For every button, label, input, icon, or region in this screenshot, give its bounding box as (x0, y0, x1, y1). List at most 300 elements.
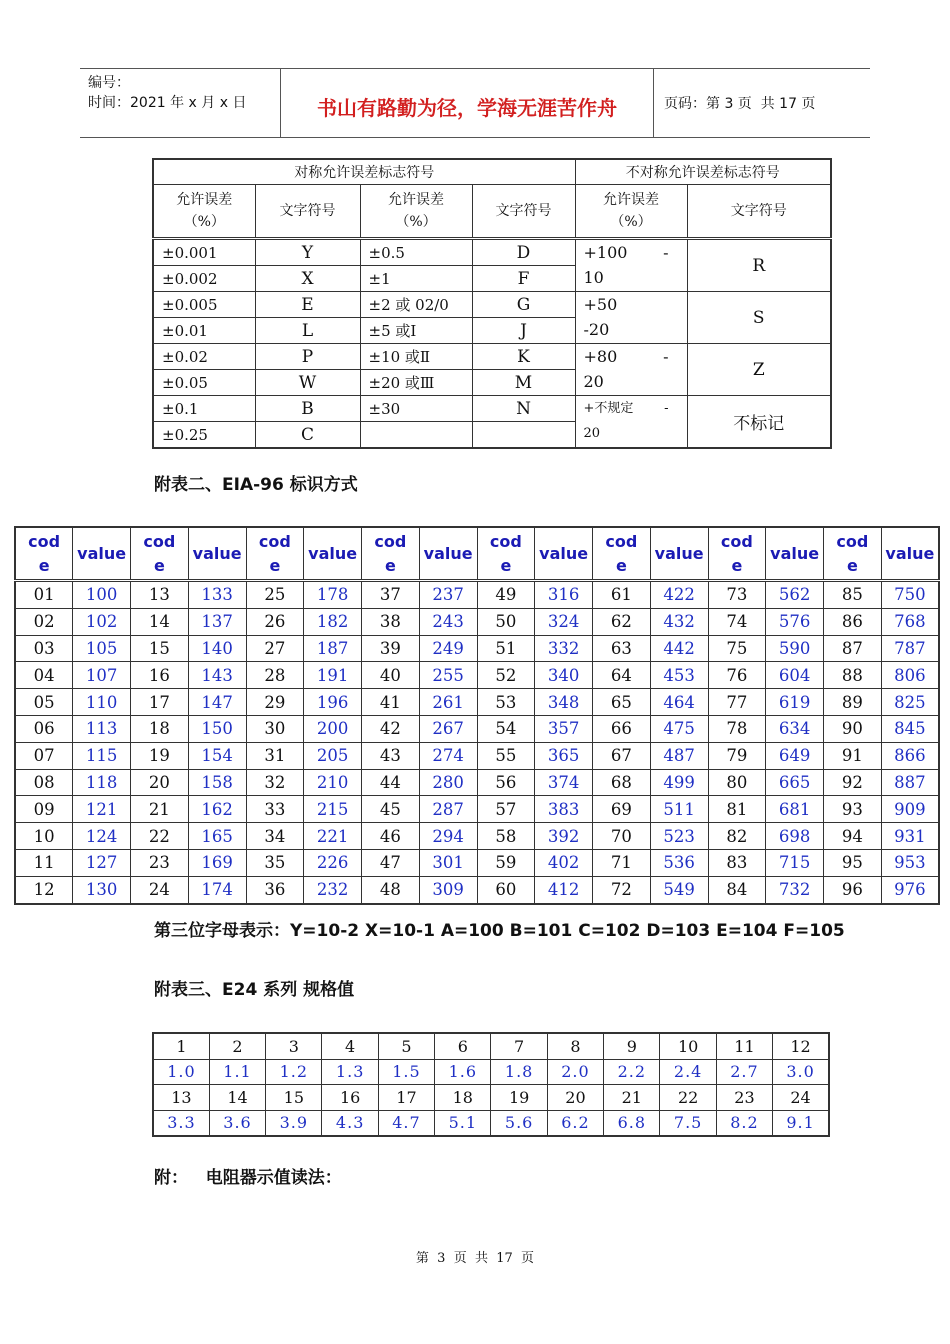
code-cell: 45 (362, 796, 420, 823)
code-cell: 60 (477, 876, 535, 903)
col-code: cod e (824, 527, 882, 581)
value-cell: 154 (188, 742, 246, 769)
e24-index-cell: 3 (266, 1033, 322, 1059)
code-cell: 04 (15, 662, 73, 689)
value-cell: 412 (535, 876, 593, 903)
value-cell: 576 (766, 608, 824, 635)
e24-index-cell: 10 (660, 1033, 716, 1059)
value-cell: 422 (650, 581, 708, 609)
table-row (15, 769, 939, 796)
value-cell: 182 (304, 608, 362, 635)
code-cell: 70 (593, 823, 651, 850)
asym-tolerance: +不规定 - 20 (575, 396, 687, 449)
code-cell: 07 (15, 742, 73, 769)
value-cell: 432 (650, 608, 708, 635)
heading-e24: 附表三、E24 系列 规格值 (154, 980, 355, 1000)
col-value: value (766, 527, 824, 581)
code-cell: 05 (15, 689, 73, 716)
header-motto: 书山有路勤为径，学海无涯苦作舟 (281, 69, 654, 137)
value-cell: 715 (766, 849, 824, 876)
e24-index-cell: 6 (435, 1033, 491, 1059)
code-cell: 24 (131, 876, 189, 903)
code-cell: 63 (593, 635, 651, 662)
code-cell: 86 (824, 608, 882, 635)
code-cell: 12 (15, 876, 73, 903)
col-code: cod e (246, 527, 304, 581)
value-cell: 133 (188, 581, 246, 609)
e24-value-cell: 1.8 (491, 1059, 547, 1085)
code-cell: 74 (708, 608, 766, 635)
code-cell: 38 (362, 608, 420, 635)
code-cell: 19 (131, 742, 189, 769)
code-cell: 03 (15, 635, 73, 662)
e24-value-cell: 1.1 (209, 1059, 265, 1085)
e24-value-cell: 5.1 (435, 1110, 491, 1136)
code-cell: 50 (477, 608, 535, 635)
col-code: cod e (362, 527, 420, 581)
table-row (15, 581, 939, 609)
e24-value-cell: 4.3 (322, 1110, 378, 1136)
table-row (15, 662, 939, 689)
table-row (15, 715, 939, 742)
code-cell: 25 (246, 581, 304, 609)
table-row: ±0.01 L ±5 或Ⅰ J (153, 318, 831, 344)
page-header (80, 68, 870, 138)
code-cell: 20 (131, 769, 189, 796)
table-row (15, 849, 939, 876)
code-cell: 93 (824, 796, 882, 823)
col-code: cod e (15, 527, 73, 581)
code-cell: 68 (593, 769, 651, 796)
table-row (15, 635, 939, 662)
value-cell: 196 (304, 689, 362, 716)
third-letter-note: 第三位字母表示：Y=10-2 X=10-1 A=100 B=101 C=102 D=103 E=104 F=105 (154, 921, 845, 941)
value-cell: 953 (881, 849, 939, 876)
e24-value-cell: 2.7 (716, 1059, 772, 1085)
code-cell: 54 (477, 715, 535, 742)
value-cell: 787 (881, 635, 939, 662)
table-row (15, 689, 939, 716)
table-row (15, 742, 939, 769)
value-cell: 267 (419, 715, 477, 742)
code-cell: 55 (477, 742, 535, 769)
code-cell: 79 (708, 742, 766, 769)
e24-value-cell: 1.2 (266, 1059, 322, 1085)
e24-value-cell: 8.2 (716, 1110, 772, 1136)
e24-index-cell: 9 (604, 1033, 660, 1059)
page-footer: 第 3 页 共 17 页 (415, 1251, 535, 1266)
value-cell: 147 (188, 689, 246, 716)
e24-index-cell: 1 (153, 1033, 209, 1059)
code-cell: 49 (477, 581, 535, 609)
col-value: value (304, 527, 362, 581)
e24-table (152, 1032, 830, 1137)
value-cell: 127 (73, 849, 131, 876)
value-cell: 536 (650, 849, 708, 876)
appendix-note: 附： 电阻器示值读法： (154, 1168, 342, 1188)
e24-value-cell: 2.4 (660, 1059, 716, 1085)
value-cell: 255 (419, 662, 477, 689)
value-cell: 162 (188, 796, 246, 823)
code-cell: 53 (477, 689, 535, 716)
code-cell: 26 (246, 608, 304, 635)
value-cell: 909 (881, 796, 939, 823)
code-cell: 89 (824, 689, 882, 716)
code-cell: 22 (131, 823, 189, 850)
value-cell: 187 (304, 635, 362, 662)
value-cell: 392 (535, 823, 593, 850)
code-cell: 65 (593, 689, 651, 716)
document-time: 时间：2021 年 x 月 x 日 (88, 95, 247, 111)
e24-index-cell: 24 (773, 1085, 829, 1111)
value-cell: 174 (188, 876, 246, 903)
col-code: 文字符号 (687, 185, 831, 239)
code-cell: 31 (246, 742, 304, 769)
value-cell: 348 (535, 689, 593, 716)
code-cell: 17 (131, 689, 189, 716)
value-cell: 487 (650, 742, 708, 769)
table-row (153, 1110, 829, 1136)
col-value: value (419, 527, 477, 581)
col-code: cod e (477, 527, 535, 581)
header-meta (80, 69, 281, 137)
e24-index-cell: 16 (322, 1085, 378, 1111)
heading-eia96: 附表二、EIA-96 标识方式 (154, 475, 358, 495)
e24-index-cell: 20 (547, 1085, 603, 1111)
value-cell: 768 (881, 608, 939, 635)
value-cell: 309 (419, 876, 477, 903)
value-cell: 140 (188, 635, 246, 662)
table-row: ±0.25 C (153, 422, 831, 449)
code-cell: 01 (15, 581, 73, 609)
code-cell: 51 (477, 635, 535, 662)
value-cell: 243 (419, 608, 477, 635)
value-cell: 453 (650, 662, 708, 689)
code-cell: 82 (708, 823, 766, 850)
value-cell: 604 (766, 662, 824, 689)
value-cell: 464 (650, 689, 708, 716)
code-cell: 47 (362, 849, 420, 876)
value-cell: 976 (881, 876, 939, 903)
e24-value-cell: 6.8 (604, 1110, 660, 1136)
e24-value-cell: 1.5 (378, 1059, 434, 1085)
value-cell: 866 (881, 742, 939, 769)
e24-value-cell: 7.5 (660, 1110, 716, 1136)
code-cell: 35 (246, 849, 304, 876)
e24-index-cell: 12 (773, 1033, 829, 1059)
value-cell: 102 (73, 608, 131, 635)
e24-index-cell: 5 (378, 1033, 434, 1059)
asym-tolerance: +50 -20 (575, 292, 687, 344)
value-cell: 301 (419, 849, 477, 876)
value-cell: 115 (73, 742, 131, 769)
value-cell: 402 (535, 849, 593, 876)
code-cell: 52 (477, 662, 535, 689)
header-page-info: 页码：第 3 页 共 17 页 (664, 96, 816, 112)
code-cell: 62 (593, 608, 651, 635)
value-cell: 205 (304, 742, 362, 769)
code-cell: 59 (477, 849, 535, 876)
code-cell: 96 (824, 876, 882, 903)
code-cell: 61 (593, 581, 651, 609)
code-cell: 94 (824, 823, 882, 850)
value-cell: 237 (419, 581, 477, 609)
asym-code: 不标记 (687, 396, 831, 449)
value-cell: 274 (419, 742, 477, 769)
value-cell: 316 (535, 581, 593, 609)
e24-index-cell: 8 (547, 1033, 603, 1059)
code-cell: 30 (246, 715, 304, 742)
value-cell: 124 (73, 823, 131, 850)
e24-index-cell: 19 (491, 1085, 547, 1111)
code-cell: 48 (362, 876, 420, 903)
value-cell: 649 (766, 742, 824, 769)
asym-tolerance: +100 - 10 (575, 239, 687, 292)
code-cell: 57 (477, 796, 535, 823)
table-row (15, 796, 939, 823)
code-cell: 42 (362, 715, 420, 742)
e24-value-cell: 6.2 (547, 1110, 603, 1136)
code-cell: 75 (708, 635, 766, 662)
value-cell: 169 (188, 849, 246, 876)
value-cell: 324 (535, 608, 593, 635)
value-cell: 200 (304, 715, 362, 742)
asym-tolerance: +80 - 20 (575, 344, 687, 396)
e24-value-cell: 1.0 (153, 1059, 209, 1085)
code-cell: 83 (708, 849, 766, 876)
code-cell: 44 (362, 769, 420, 796)
table-row: ±0.02 P ±10 或Ⅱ K +80 - 20 Z (153, 344, 831, 370)
value-cell: 118 (73, 769, 131, 796)
code-cell: 77 (708, 689, 766, 716)
table-row (153, 1059, 829, 1085)
col-value: value (73, 527, 131, 581)
value-cell: 249 (419, 635, 477, 662)
code-cell: 41 (362, 689, 420, 716)
table-row: ±0.05 W ±20 或Ⅲ M (153, 370, 831, 396)
code-cell: 39 (362, 635, 420, 662)
value-cell: 619 (766, 689, 824, 716)
value-cell: 215 (304, 796, 362, 823)
e24-value-cell: 9.1 (773, 1110, 829, 1136)
value-cell: 665 (766, 769, 824, 796)
value-cell: 340 (535, 662, 593, 689)
value-cell: 100 (73, 581, 131, 609)
code-cell: 67 (593, 742, 651, 769)
code-cell: 80 (708, 769, 766, 796)
code-cell: 18 (131, 715, 189, 742)
code-cell: 16 (131, 662, 189, 689)
col-value: value (650, 527, 708, 581)
tolerance-code-table (152, 158, 832, 449)
value-cell: 121 (73, 796, 131, 823)
asym-code: Z (687, 344, 831, 396)
table-row: ±0.001 Y ±0.5 D +100 - 10 R (153, 239, 831, 266)
code-cell: 43 (362, 742, 420, 769)
value-cell: 750 (881, 581, 939, 609)
code-cell: 91 (824, 742, 882, 769)
code-cell: 84 (708, 876, 766, 903)
value-cell: 365 (535, 742, 593, 769)
document-number-label: 编号： (88, 75, 130, 91)
code-cell: 21 (131, 796, 189, 823)
col-code: cod e (593, 527, 651, 581)
code-cell: 36 (246, 876, 304, 903)
col-code: 文字符号 (255, 185, 360, 239)
e24-index-cell: 21 (604, 1085, 660, 1111)
col-tolerance: 允许误差 （%） (360, 185, 472, 239)
table-row (15, 608, 939, 635)
value-cell: 698 (766, 823, 824, 850)
code-cell: 69 (593, 796, 651, 823)
code-cell: 87 (824, 635, 882, 662)
code-cell: 81 (708, 796, 766, 823)
code-cell: 78 (708, 715, 766, 742)
e24-index-cell: 22 (660, 1085, 716, 1111)
value-cell: 210 (304, 769, 362, 796)
value-cell: 178 (304, 581, 362, 609)
code-cell: 33 (246, 796, 304, 823)
e24-index-cell: 2 (209, 1033, 265, 1059)
code-cell: 56 (477, 769, 535, 796)
asym-code: S (687, 292, 831, 344)
code-cell: 92 (824, 769, 882, 796)
table-row (153, 1033, 829, 1059)
value-cell: 499 (650, 769, 708, 796)
code-cell: 27 (246, 635, 304, 662)
e24-value-cell: 5.6 (491, 1110, 547, 1136)
value-cell: 294 (419, 823, 477, 850)
value-cell: 806 (881, 662, 939, 689)
value-cell: 523 (650, 823, 708, 850)
code-cell: 02 (15, 608, 73, 635)
value-cell: 158 (188, 769, 246, 796)
e24-index-cell: 15 (266, 1085, 322, 1111)
value-cell: 332 (535, 635, 593, 662)
value-cell: 221 (304, 823, 362, 850)
e24-index-cell: 17 (378, 1085, 434, 1111)
col-value: value (188, 527, 246, 581)
code-cell: 28 (246, 662, 304, 689)
value-cell: 280 (419, 769, 477, 796)
code-cell: 58 (477, 823, 535, 850)
e24-value-cell: 3.3 (153, 1110, 209, 1136)
col-value: value (535, 527, 593, 581)
value-cell: 732 (766, 876, 824, 903)
value-cell: 191 (304, 662, 362, 689)
table-row (15, 823, 939, 850)
eia96-table (14, 526, 940, 905)
value-cell: 113 (73, 715, 131, 742)
code-cell: 73 (708, 581, 766, 609)
code-cell: 32 (246, 769, 304, 796)
table-row: ±0.002 X ±1 F (153, 266, 831, 292)
e24-value-cell: 3.6 (209, 1110, 265, 1136)
col-value: value (881, 527, 939, 581)
col-tolerance: 允许误差 （%） (575, 185, 687, 239)
table-row (153, 1085, 829, 1111)
col-code: cod e (708, 527, 766, 581)
e24-value-cell: 3.0 (773, 1059, 829, 1085)
e24-index-cell: 13 (153, 1085, 209, 1111)
e24-value-cell: 1.6 (435, 1059, 491, 1085)
e24-value-cell: 2.2 (604, 1059, 660, 1085)
value-cell: 549 (650, 876, 708, 903)
table-row (15, 876, 939, 903)
col-code: 文字符号 (472, 185, 575, 239)
code-cell: 15 (131, 635, 189, 662)
value-cell: 511 (650, 796, 708, 823)
table-row: ±0.005 E ±2 或 02/0 G +50 -20 S (153, 292, 831, 318)
value-cell: 137 (188, 608, 246, 635)
code-cell: 90 (824, 715, 882, 742)
e24-value-cell: 4.7 (378, 1110, 434, 1136)
e24-index-cell: 14 (209, 1085, 265, 1111)
code-cell: 34 (246, 823, 304, 850)
code-cell: 09 (15, 796, 73, 823)
e24-index-cell: 18 (435, 1085, 491, 1111)
e24-index-cell: 11 (716, 1033, 772, 1059)
value-cell: 931 (881, 823, 939, 850)
value-cell: 562 (766, 581, 824, 609)
value-cell: 130 (73, 876, 131, 903)
e24-value-cell: 1.3 (322, 1059, 378, 1085)
value-cell: 374 (535, 769, 593, 796)
e24-value-cell: 2.0 (547, 1059, 603, 1085)
code-cell: 88 (824, 662, 882, 689)
value-cell: 681 (766, 796, 824, 823)
asymmetric-group-header: 不对称允许误差标志符号 (575, 159, 831, 185)
value-cell: 634 (766, 715, 824, 742)
value-cell: 357 (535, 715, 593, 742)
code-cell: 85 (824, 581, 882, 609)
value-cell: 143 (188, 662, 246, 689)
code-cell: 08 (15, 769, 73, 796)
value-cell: 383 (535, 796, 593, 823)
value-cell: 165 (188, 823, 246, 850)
value-cell: 825 (881, 689, 939, 716)
code-cell: 11 (15, 849, 73, 876)
code-cell: 06 (15, 715, 73, 742)
value-cell: 442 (650, 635, 708, 662)
value-cell: 287 (419, 796, 477, 823)
symmetric-group-header: 对称允许误差标志符号 (153, 159, 575, 185)
value-cell: 107 (73, 662, 131, 689)
code-cell: 40 (362, 662, 420, 689)
code-cell: 29 (246, 689, 304, 716)
code-cell: 95 (824, 849, 882, 876)
value-cell: 150 (188, 715, 246, 742)
code-cell: 71 (593, 849, 651, 876)
col-code: cod e (131, 527, 189, 581)
code-cell: 46 (362, 823, 420, 850)
e24-value-cell: 3.9 (266, 1110, 322, 1136)
code-cell: 66 (593, 715, 651, 742)
value-cell: 232 (304, 876, 362, 903)
value-cell: 105 (73, 635, 131, 662)
e24-index-cell: 7 (491, 1033, 547, 1059)
value-cell: 590 (766, 635, 824, 662)
table-row: ±0.1 B ±30 N +不规定 - 20 不标记 (153, 396, 831, 422)
value-cell: 887 (881, 769, 939, 796)
code-cell: 23 (131, 849, 189, 876)
value-cell: 845 (881, 715, 939, 742)
code-cell: 76 (708, 662, 766, 689)
code-cell: 10 (15, 823, 73, 850)
code-cell: 72 (593, 876, 651, 903)
e24-index-cell: 4 (322, 1033, 378, 1059)
table-header-row (15, 527, 939, 581)
